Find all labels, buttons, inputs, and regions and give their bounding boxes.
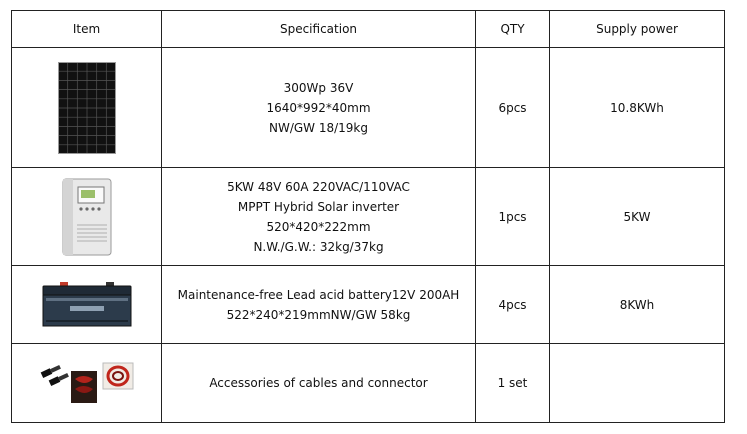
spec-line: NW/GW 18/19kg bbox=[268, 120, 368, 135]
supply-power-cell: 8KWh bbox=[550, 266, 725, 344]
specification-cell bbox=[162, 168, 476, 266]
spec-line: N.W./G.W.: 32kg/37kg bbox=[253, 239, 384, 254]
item-cell bbox=[12, 48, 162, 168]
specification-table bbox=[11, 10, 725, 423]
spec-line: 1640*992*40mm bbox=[266, 100, 371, 115]
header-specification: Specification bbox=[162, 11, 476, 48]
spec-line: Maintenance-free Lead acid battery12V 200AH bbox=[177, 287, 460, 302]
header-qty: QTY bbox=[476, 11, 550, 48]
spec-line: 520*420*222mm bbox=[266, 219, 371, 234]
item-cell bbox=[12, 168, 162, 266]
table-row bbox=[12, 266, 725, 344]
qty-cell: 1pcs bbox=[476, 168, 550, 266]
cables-connectors-icon bbox=[37, 359, 137, 407]
qty-cell: 6pcs bbox=[476, 48, 550, 168]
qty-cell: 4pcs bbox=[476, 266, 550, 344]
spec-line: 300Wp 36V bbox=[283, 80, 354, 95]
specification-cell bbox=[162, 344, 476, 423]
supply-power-cell: 5KW bbox=[550, 168, 725, 266]
spec-line: MPPT Hybrid Solar inverter bbox=[237, 199, 400, 214]
item-cell bbox=[12, 344, 162, 423]
spec-line: 5KW 48V 60A 220VAC/110VAC bbox=[227, 179, 410, 194]
header-item: Item bbox=[12, 11, 162, 48]
lead-acid-battery-icon bbox=[40, 280, 134, 330]
item-cell bbox=[12, 266, 162, 344]
header-row bbox=[12, 11, 725, 48]
table-row bbox=[12, 344, 725, 423]
specification-cell bbox=[162, 48, 476, 168]
solar-inverter-icon bbox=[61, 177, 113, 257]
table-row bbox=[12, 168, 725, 266]
qty-cell: 1 set bbox=[476, 344, 550, 423]
table-row bbox=[12, 48, 725, 168]
supply-power-cell bbox=[550, 344, 725, 423]
header-supply-power: Supply power bbox=[550, 11, 725, 48]
solar-panel-icon bbox=[58, 62, 116, 154]
specification-cell bbox=[162, 266, 476, 344]
supply-power-cell: 10.8KWh bbox=[550, 48, 725, 168]
spec-line: Accessories of cables and connector bbox=[209, 376, 428, 390]
spec-line: 522*240*219mmNW/GW 58kg bbox=[226, 307, 411, 322]
